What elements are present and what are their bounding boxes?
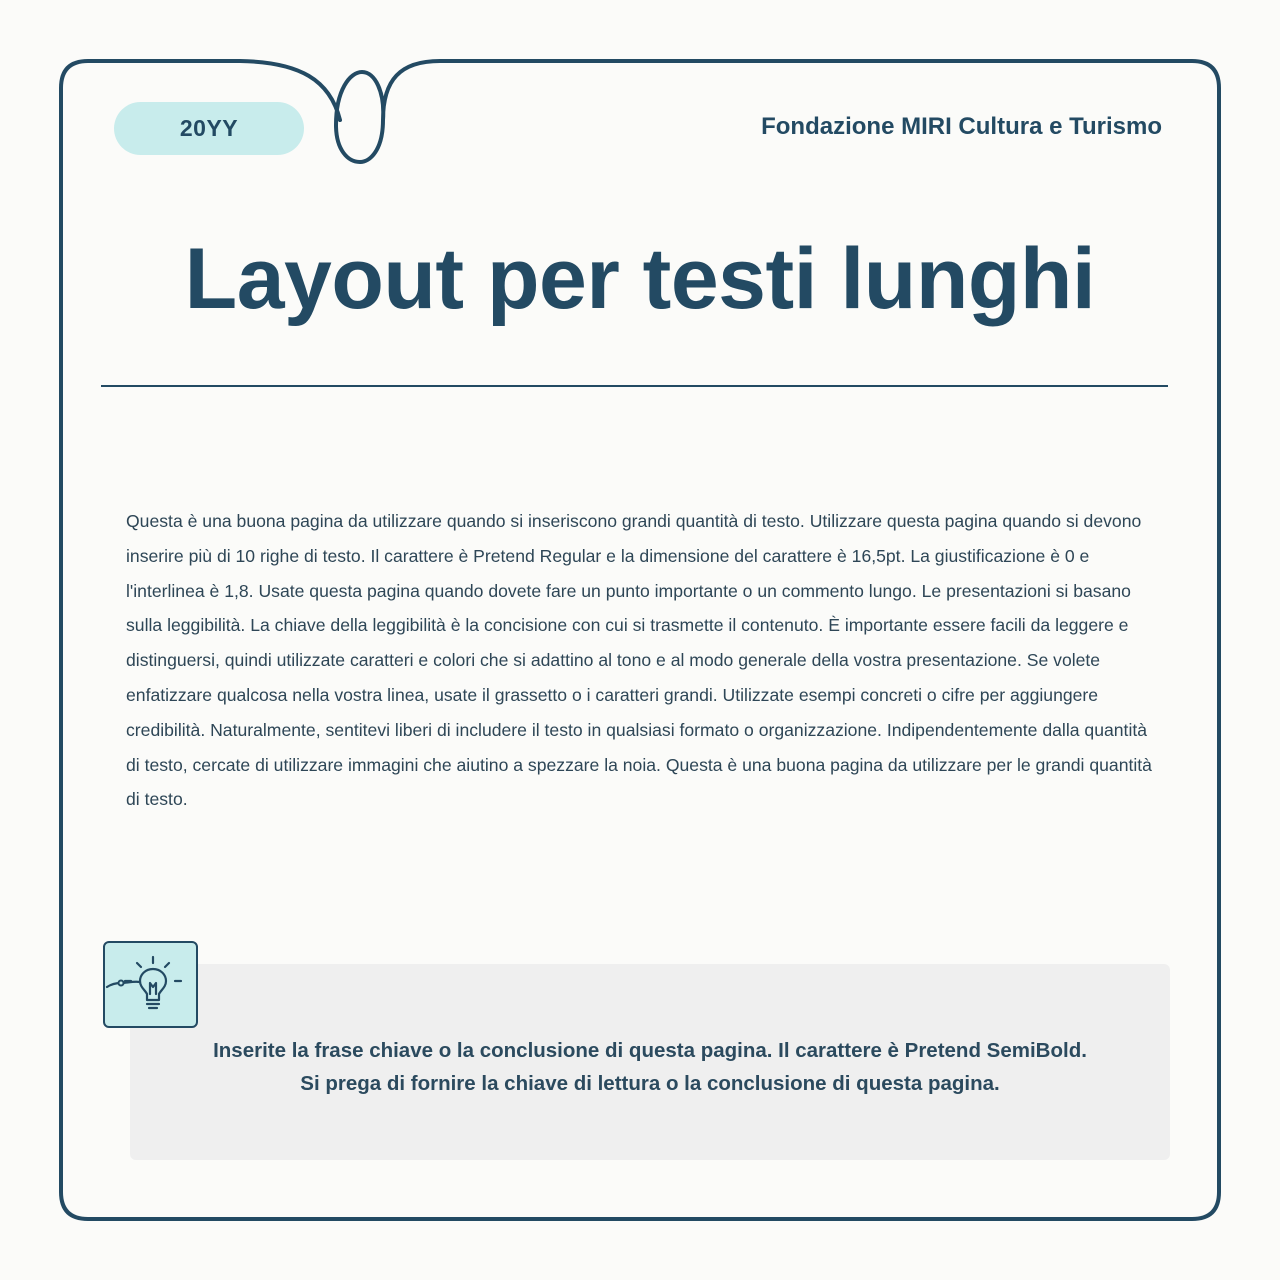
lightbulb-icon [105,943,195,1025]
conclusion-text [130,1034,1170,1100]
title-divider [101,385,1168,387]
conclusion-line-2: Si prega di fornire la chiave di lettura o la conclusione di questa pagina. [300,1072,1000,1095]
conclusion-line-1: Inserite la frase chiave o la conclusione di questa pagina. Il carattere è Pretend SemiBold. [213,1039,1087,1062]
page-title: Layout per testi lunghi [184,231,1096,327]
body-paragraph: Questa è una buona pagina da utilizzare quando si inseriscono grandi quantità di testo. Utilizzare questa pagina quando si devono inserire più di 10 righe di testo. Il carattere è Pretend Regular e la dimensione del carattere è 16,5pt. La giustificazione è 0 e l'interlinea è 1,8. Usate questa pagina quando dovete fare un punto importante o un commento lungo. Le presentazioni si basano sulla leggibilità. La chiave della leggibilità è la concisione con cui si trasmette il contenuto. È importante essere facili da leggere e distinguersi, quindi utilizzate caratteri e colori che si adattino al tono e al modo generale della vostra presentazione. Se volete enfatizzare qualcosa nella vostra linea, usate il grassetto o i caratteri grandi. Utilizzate esempi concreti o cifre per aggiungere credibilità. Naturalmente, sentitevi liberi di includere il testo in qualsiasi formato o organizzazione. Indipendentemente dalla quantità di testo, cercate di utilizzare immagini che aiutino a spezzare la noia. Questa è una buona pagina da utilizzare per le grandi quantità di testo. [126,511,1152,810]
year-badge: 20YY [114,102,304,155]
organization-name: Fondazione MIRI Cultura e Turismo [761,113,1162,140]
lightbulb-badge [103,941,198,1028]
